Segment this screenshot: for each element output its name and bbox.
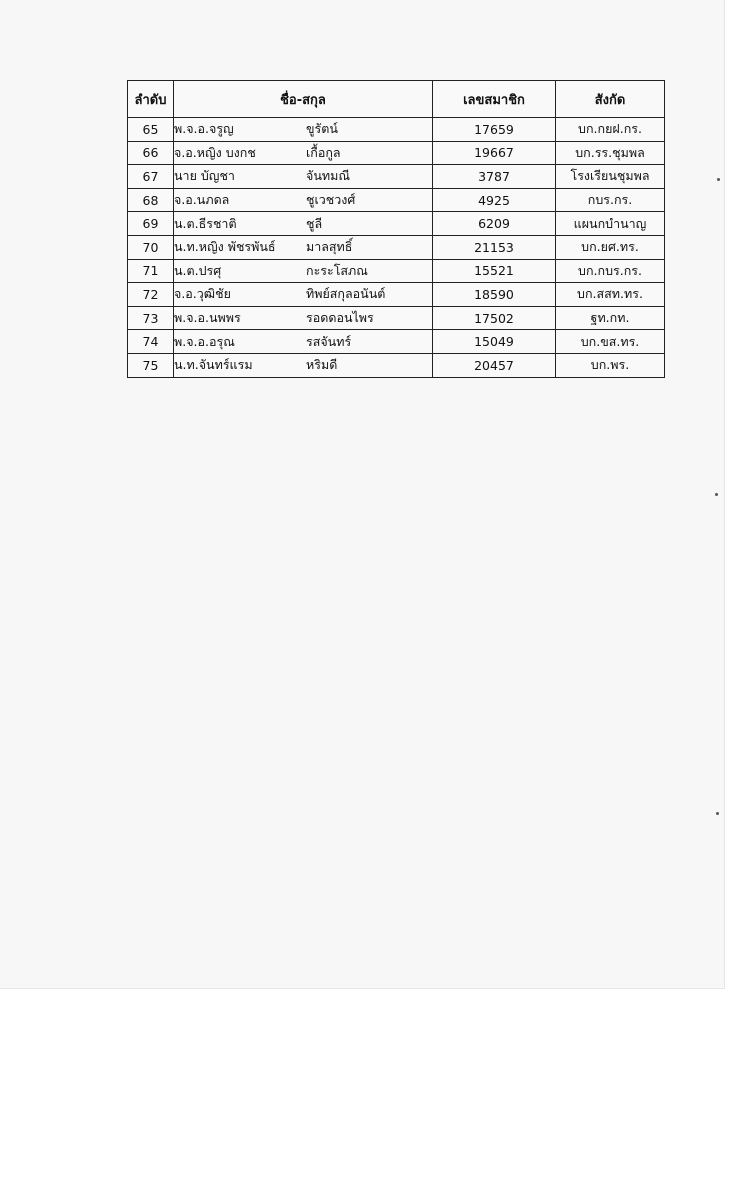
last-name: ชูเวชวงศ์ [306, 192, 356, 208]
row-member-no: 20457 [433, 353, 556, 377]
last-name: หริมดี [306, 357, 338, 373]
row-member-no: 17502 [433, 306, 556, 330]
row-name [174, 353, 433, 377]
row-unit: บก.ขส.ทร. [556, 330, 665, 354]
row-member-no: 21153 [433, 235, 556, 259]
last-name: เกื้อกูล [306, 144, 341, 160]
last-name: ทิพย์สกุลอนันต์ [306, 286, 386, 302]
scan-speck [715, 493, 718, 496]
row-member-no: 17659 [433, 118, 556, 142]
row-no: 67 [128, 165, 174, 189]
row-name [174, 188, 433, 212]
first-name: จ.อ.นภดล [174, 192, 230, 208]
row-no: 75 [128, 353, 174, 377]
row-member-no: 18590 [433, 283, 556, 307]
row-no: 73 [128, 306, 174, 330]
row-name [174, 330, 433, 354]
first-name: พ.จ.อ.อรุณ [174, 333, 235, 349]
scan-speck [717, 178, 720, 181]
last-name: จันทมณี [306, 168, 350, 184]
row-no: 66 [128, 141, 174, 165]
first-name: น.ต.ธีรชาติ [174, 215, 237, 231]
row-name [174, 283, 433, 307]
row-name [174, 141, 433, 165]
row-unit: บก.สสท.ทร. [556, 283, 665, 307]
last-name: ขูรัตน์ [306, 121, 338, 137]
last-name: ชูลี [306, 215, 323, 231]
row-name [174, 212, 433, 236]
row-member-no: 19667 [433, 141, 556, 165]
first-name: จ.อ.วุฒิชัย [174, 286, 231, 302]
first-name: พ.จ.อ.จรูญ [174, 121, 234, 137]
row-member-no: 15049 [433, 330, 556, 354]
first-name: นาย บัญชา [174, 168, 235, 184]
table-row [128, 141, 665, 165]
row-member-no: 4925 [433, 188, 556, 212]
first-name: น.ท.จันทร์แรม [174, 357, 253, 373]
table-row [128, 118, 665, 142]
table-row [128, 165, 665, 189]
row-member-no: 6209 [433, 212, 556, 236]
scan-speck [716, 812, 719, 815]
table-row [128, 353, 665, 377]
first-name: จ.อ.หญิง บงกช [174, 144, 256, 160]
row-name [174, 259, 433, 283]
row-no: 74 [128, 330, 174, 354]
row-no: 65 [128, 118, 174, 142]
first-name: พ.จ.อ.นพพร [174, 310, 241, 326]
last-name: มาลสุทธิ์ [306, 239, 353, 255]
row-unit: บก.กยฝ.กร. [556, 118, 665, 142]
row-name [174, 306, 433, 330]
header-unit: สังกัด [556, 81, 665, 118]
table-row [128, 235, 665, 259]
header-name: ชื่อ-สกุล [174, 81, 433, 118]
row-unit: ฐท.กท. [556, 306, 665, 330]
table-row [128, 330, 665, 354]
header-member-no: เลขสมาชิก [433, 81, 556, 118]
row-no: 71 [128, 259, 174, 283]
row-unit: บก.รร.ชุมพล [556, 141, 665, 165]
row-name [174, 235, 433, 259]
row-unit: บก.ยศ.ทร. [556, 235, 665, 259]
table-row [128, 306, 665, 330]
row-unit: แผนกบำนาญ [556, 212, 665, 236]
row-no: 70 [128, 235, 174, 259]
table-row [128, 283, 665, 307]
table-row [128, 212, 665, 236]
row-unit: กบร.กร. [556, 188, 665, 212]
row-member-no: 3787 [433, 165, 556, 189]
row-unit: บก.พร. [556, 353, 665, 377]
row-no: 69 [128, 212, 174, 236]
last-name: รอดดอนไพร [306, 310, 374, 326]
table-header-row [128, 81, 665, 118]
table-row [128, 259, 665, 283]
header-no: ลำดับ [128, 81, 174, 118]
row-name [174, 118, 433, 142]
row-name [174, 165, 433, 189]
row-unit: โรงเรียนชุมพล [556, 165, 665, 189]
row-unit: บก.กบร.กร. [556, 259, 665, 283]
table-row [128, 188, 665, 212]
row-no: 72 [128, 283, 174, 307]
row-member-no: 15521 [433, 259, 556, 283]
first-name: น.ท.หญิง พัชรพันธ์ [174, 239, 276, 255]
first-name: น.ต.ปรศุ [174, 262, 222, 278]
member-table [127, 80, 665, 378]
last-name: รสจันทร์ [306, 333, 352, 349]
row-no: 68 [128, 188, 174, 212]
last-name: กะระโสภณ [306, 262, 368, 278]
